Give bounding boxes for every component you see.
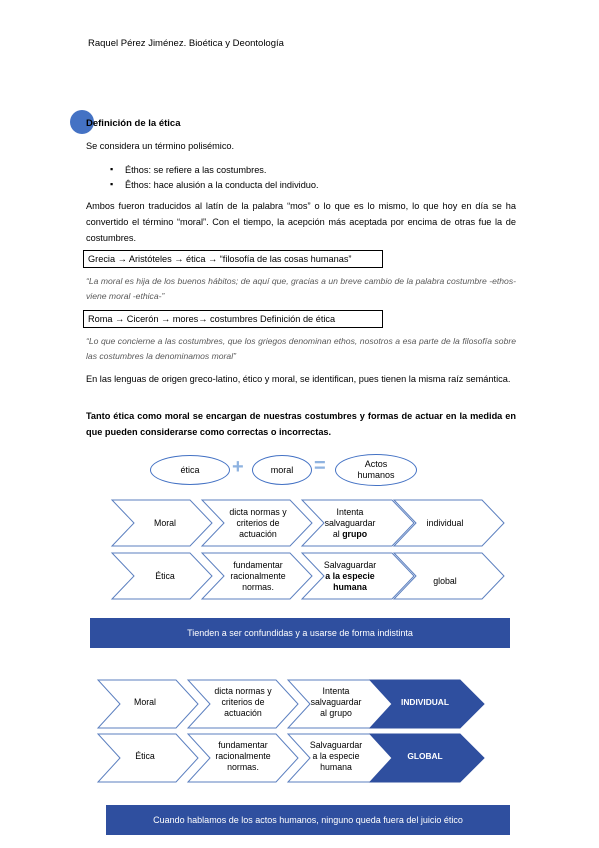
d2-moral-c2c: actuación (224, 708, 262, 718)
d1-moral-c3d: grupo (342, 529, 368, 539)
paragraph-3: Tanto ética como moral se encargan de nuestras costumbres y formas de actuar en la medida en que pueden considerarse como correctas o incorrectas. (86, 411, 516, 437)
d1-moral-c2b: criterios de (236, 518, 280, 528)
diagram-1-band: Tienden a ser confundidas y a usarse de forma indistinta (90, 618, 510, 648)
d1-moral-c2c: actuación (239, 529, 277, 539)
d1-moral-c3b: salvaguardar (324, 518, 376, 528)
bullet-ethos: ▪ Éthos: se refiere a las costumbres. (125, 165, 266, 175)
d2-etica-c2a: fundamentar (218, 740, 268, 750)
oval-actos-label: Actos (364, 459, 388, 469)
d2-label-moral: Moral (134, 697, 156, 707)
paragraph-1: Ambos fueron traducidos al latín de la palabra “mos” o lo que es lo mismo, lo que hoy en día se ha convertido el término “moral”. Con el tiempo, la acepción más aceptada por encima de otras fue la de costumbres. (86, 201, 516, 243)
d1-etica-cell-3 (310, 560, 390, 593)
oval-etica (150, 455, 230, 485)
d1-moral-cell-4: individual (426, 518, 464, 528)
d1-etica-cell-4: global (433, 576, 457, 586)
equals-icon: = (314, 455, 326, 477)
d2-moral-c3a: Intenta (322, 686, 350, 696)
d1-etica-c3a: Salvaguardar (323, 560, 377, 570)
d1-label-etica: Ética (155, 571, 175, 581)
intro-text: Se considera un término polisémico. (86, 141, 235, 151)
oval-actos-humanos (335, 454, 417, 486)
d1-etica-c2c: normas. (242, 582, 274, 592)
d2-etica-c3a: Salvaguardar (309, 740, 363, 750)
chain-rome: Roma → Cicerón → mores→ costumbres Definición de ética (83, 310, 383, 328)
d2-etica-cell-4: GLOBAL (407, 751, 443, 761)
d1-etica-c2a: fundamentar (233, 560, 283, 570)
d1-moral-c3c: al (332, 529, 343, 539)
d1-moral-cell-3 (310, 507, 390, 540)
d1-etica-c3b: a la especie (325, 571, 375, 581)
quote-2: “Lo que concierne a las costumbres, que los griegos denominan ethos, nosotros a esa parte de la filosofía sobre las costumbres la denominamos moral” (86, 336, 516, 361)
plus-icon: + (232, 456, 244, 478)
d1-label-moral: Moral (154, 518, 176, 528)
d2-moral-c3c: al grupo (320, 708, 352, 718)
oval-moral-label: moral (270, 464, 294, 475)
d2-etica-cell-3 (296, 740, 376, 773)
d2-moral-cell-3 (296, 686, 376, 719)
d2-moral-c2b: criterios de (221, 697, 265, 707)
d1-moral-cell-2 (218, 507, 298, 540)
d1-etica-c3c: humana (333, 582, 367, 592)
oval-moral (252, 455, 312, 485)
d2-etica-c2c: normas. (227, 762, 259, 772)
d1-moral-c3a: Intenta (336, 507, 364, 517)
d2-moral-cell-2 (203, 686, 283, 719)
d2-moral-c3b: salvaguardar (310, 697, 362, 707)
d2-etica-c3b: a la especie (312, 751, 360, 761)
d2-label-etica: Ética (135, 751, 155, 761)
d1-etica-c2b: racionalmente (230, 571, 286, 581)
oval-humanos-label: humanos (357, 470, 395, 480)
quote-1: “La moral es hija de los buenos hábitos; de aquí que, gracias a un breve cambio de la palabra costumbre -ethos- viene moral -ethica-” (86, 276, 516, 301)
bullet-ethos-2: ▪ Êthos: hace alusión a la conducta del individuo. (125, 180, 319, 190)
paragraph-2: En las lenguas de origen greco-latino, ético y moral, se identifican, pues tienen la misma raíz semántica. (86, 374, 511, 384)
d2-moral-cell-4: INDIVIDUAL (401, 697, 449, 707)
chain-greece: Grecia → Aristóteles → ética → “filosofía de las cosas humanas” (83, 250, 383, 268)
section-title: Definición de la ética (86, 118, 181, 129)
d1-etica-cell-2 (218, 560, 298, 593)
d2-moral-c2a: dicta normas y (214, 686, 272, 696)
d2-etica-cell-2 (203, 740, 283, 773)
oval-etica-label: ética (180, 464, 200, 475)
d2-etica-c2b: racionalmente (215, 751, 271, 761)
page-header: Raquel Pérez Jiménez. Bioética y Deontología (88, 38, 284, 49)
diagram-2-band: Cuando hablamos de los actos humanos, ninguno queda fuera del juicio ético (106, 805, 510, 835)
d2-etica-c3c: humana (320, 762, 352, 772)
d1-moral-c2a: dicta normas y (229, 507, 287, 517)
